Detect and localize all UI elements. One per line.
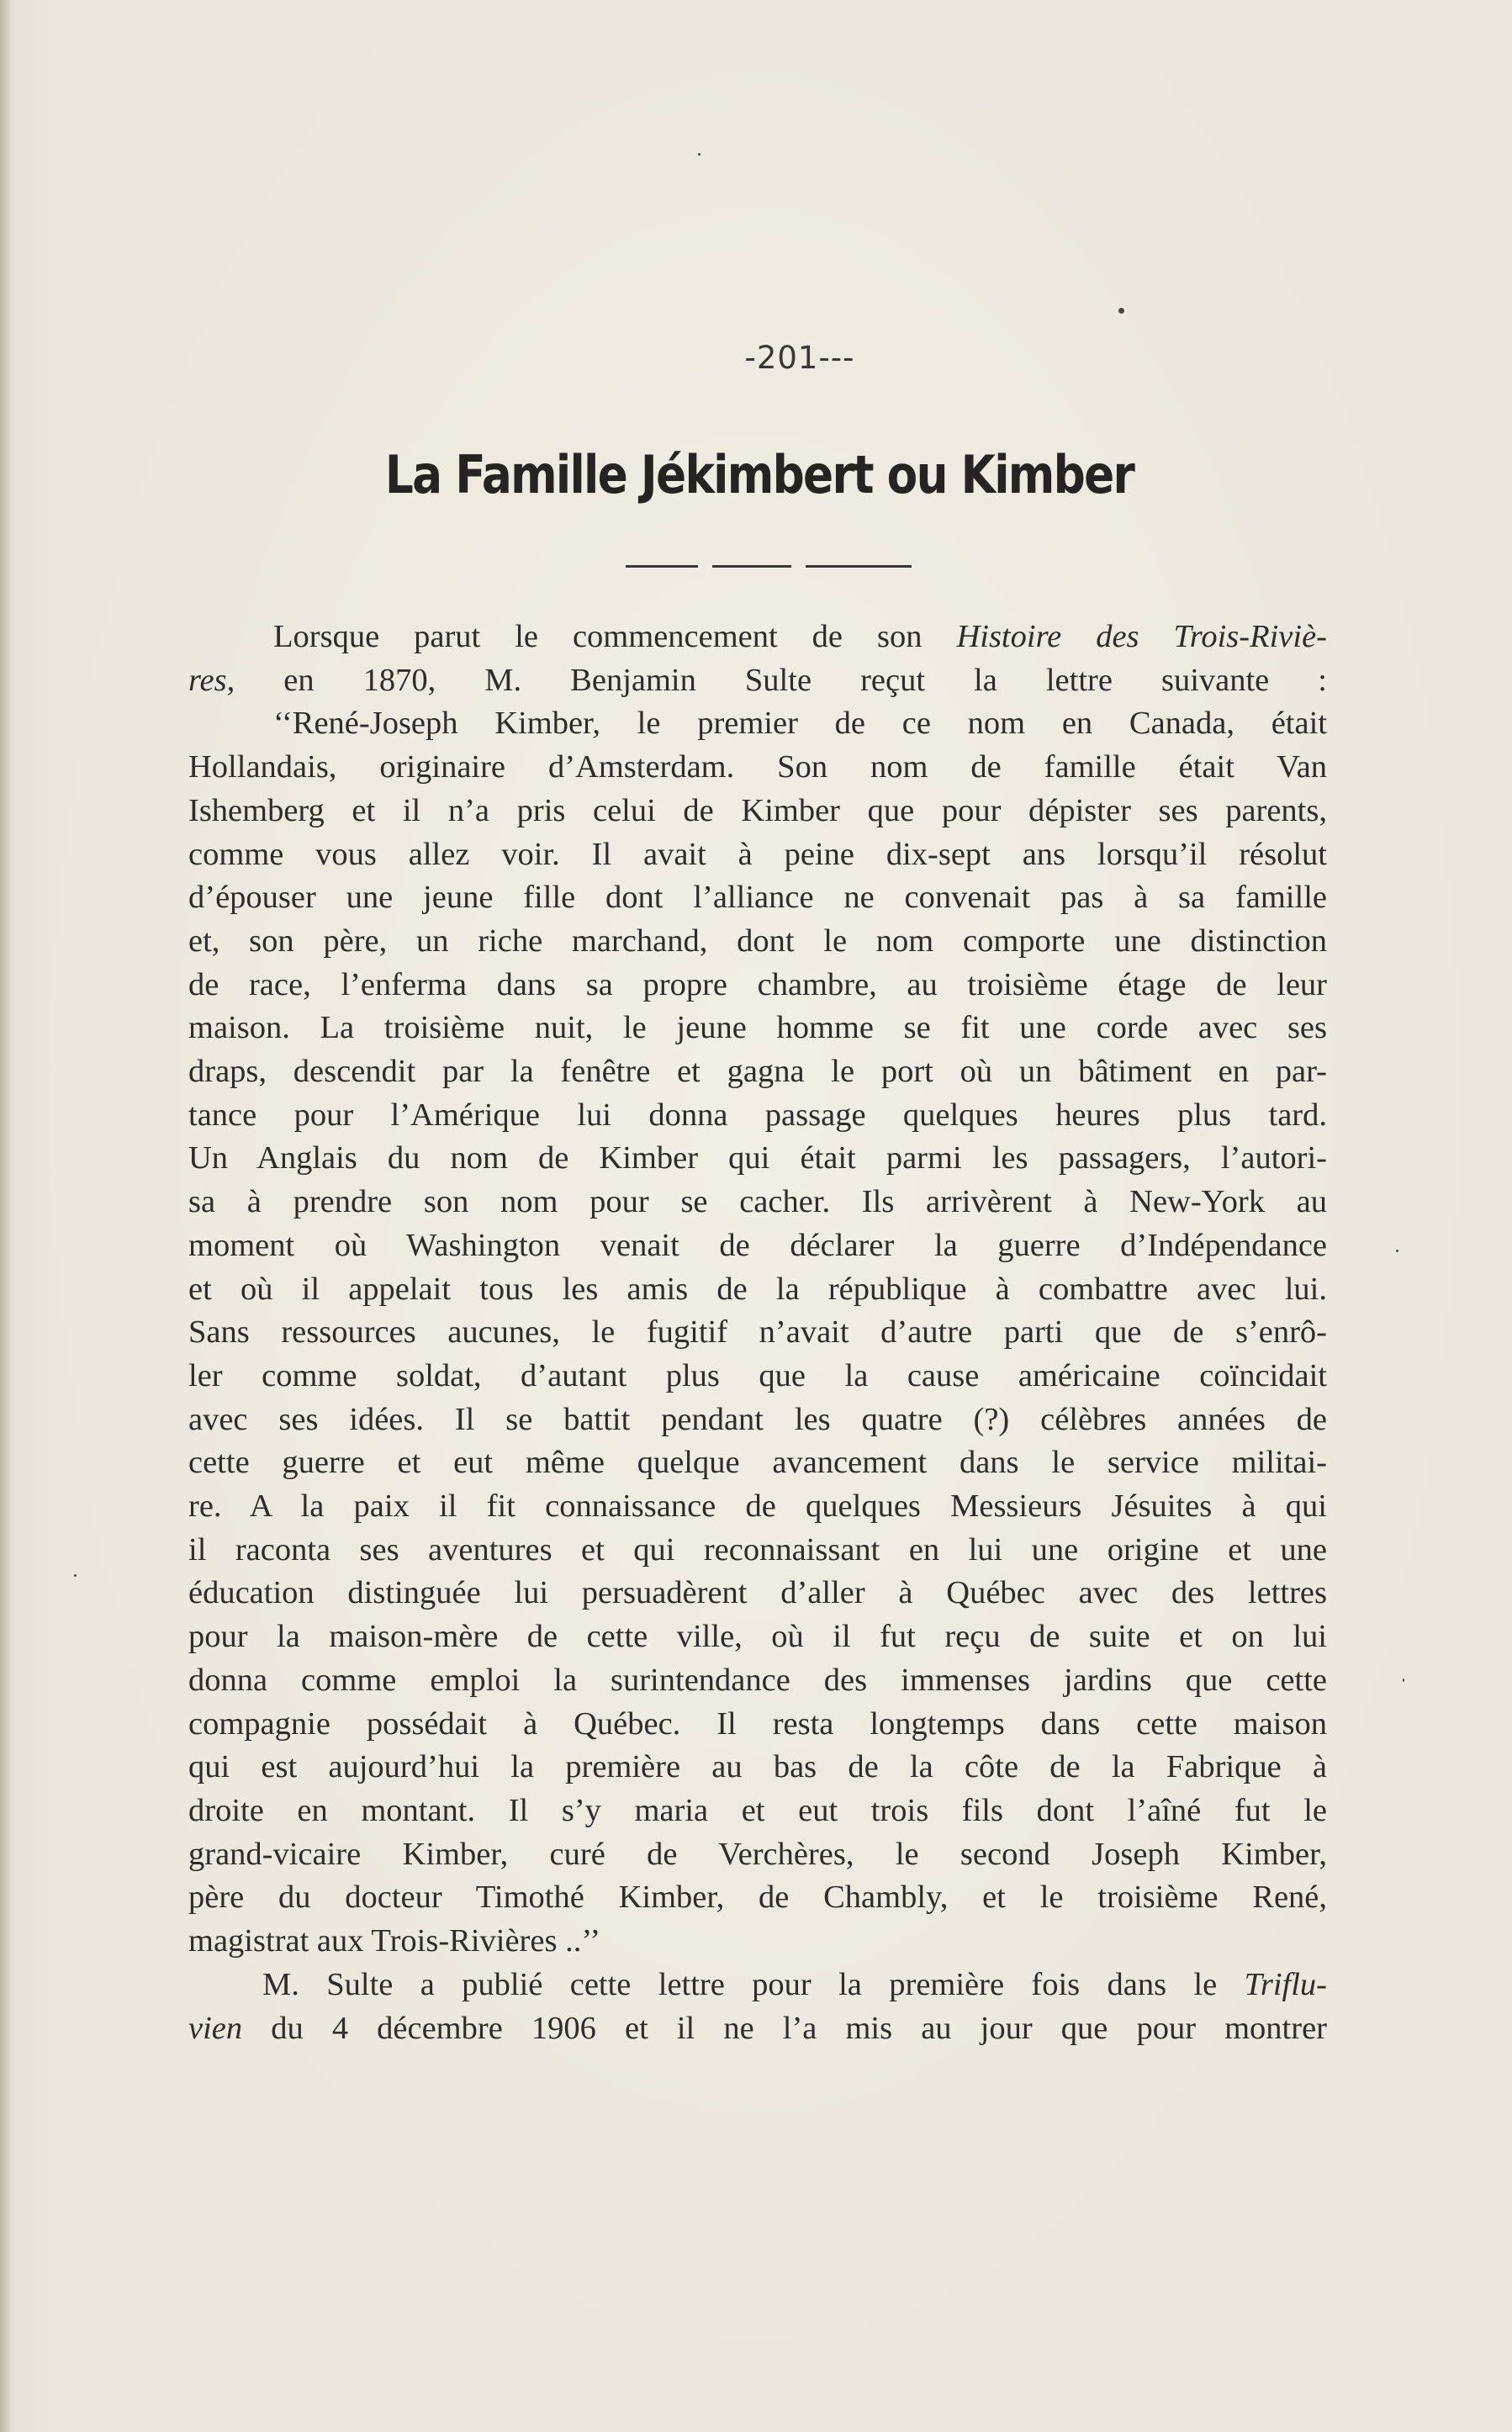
text-line [188, 2007, 1327, 2051]
book-title-italic: res [188, 662, 227, 698]
text-line: et, son père, un riche marchand, dont le nom comporte une distinction [188, 923, 1327, 959]
rule-segment [712, 565, 791, 568]
text-line: re. A la paix il fit connaissance de quelques Messieurs Jésuites à qui [188, 1488, 1327, 1525]
text-line: d’épouser une jeune fille dont l’alliance ne convenait pas à sa famille [188, 880, 1327, 916]
text-line: Un Anglais du nom de Kimber qui était parmi les passagers, l’autori- [188, 1140, 1327, 1176]
ink-speck [1403, 1679, 1404, 1682]
book-title-italic: Histoire des Trois-Riviè- [956, 619, 1327, 654]
ink-speck [698, 153, 700, 156]
text-line: moment où Washington venait de déclarer la guerre d’Indépendance [188, 1227, 1327, 1263]
ink-speck [74, 1574, 77, 1577]
text-run: du 4 décembre 1906 et il ne l’a mis au jour que pour montrer [242, 2010, 1327, 2046]
text-line: draps, descendit par la fenêtre et gagna le port où un bâtiment en par- [188, 1054, 1327, 1090]
text-line: avec ses idées. Il se battit pendant les quatre (?) célèbres années de [188, 1401, 1327, 1437]
text-line: comme vous allez voir. Il avait à peine dix-sept ans lorsqu’il résolut [188, 836, 1327, 872]
text-line: Sans ressources aucunes, le fugitif n’avait d’autre parti que de s’enrô- [188, 1314, 1327, 1351]
text-line [188, 616, 1327, 659]
rule-segment [626, 565, 698, 568]
page-number: -201--- [744, 340, 855, 376]
text-run: M. Sulte a publié cette lettre pour la première fois dans le [262, 1966, 1245, 2002]
text-line: Hollandais, originaire d’Amsterdam. Son nom de famille était Van [188, 749, 1327, 785]
text-line: père du docteur Timothé Kimber, de Chambly, et le troisième René, [188, 1880, 1327, 1916]
chapter-title: La Famille Jékimbert ou Kimber [384, 444, 1134, 505]
text-line [188, 659, 1327, 703]
text-line: pour la maison-mère de cette ville, où il fut reçu de suite et on lui [188, 1619, 1327, 1655]
title-rule-ornament [626, 565, 912, 568]
text-line: compagnie possédait à Québec. Il resta longtemps dans cette maison [188, 1705, 1327, 1742]
text-line: ‘‘René-Joseph Kimber, le premier de ce nom en Canada, était [273, 706, 1327, 742]
text-line: ler comme soldat, d’autant plus que la cause américaine coïncidait [188, 1357, 1327, 1393]
newspaper-title-italic: Triflu- [1244, 1966, 1327, 2002]
text-line: sa à prendre son nom pour se cacher. Ils arrivèrent à New-York au [188, 1184, 1327, 1220]
ink-speck [1396, 1250, 1398, 1252]
rule-segment [806, 565, 912, 568]
text-line: donna comme emploi la surintendance des immenses jardins que cette [188, 1662, 1327, 1698]
newspaper-title-italic: vien [188, 2010, 243, 2046]
text-line: il raconta ses aventures et qui reconnaissant en lui une origine et une [188, 1531, 1327, 1568]
text-run: Lorsque parut le commencement de son [273, 619, 957, 654]
text-line: tance pour l’Amérique lui donna passage quelques heures plus tard. [188, 1097, 1327, 1133]
text-line: maison. La troisième nuit, le jeune homme se fit une corde avec ses [188, 1010, 1327, 1046]
ink-speck [1118, 308, 1124, 314]
text-line: de race, l’enferma dans sa propre chambre, au troisième étage de leur [188, 966, 1327, 1002]
text-line: et où il appelait tous les amis de la république à combattre avec lui. [188, 1271, 1327, 1307]
text-line: magistrat aux Trois-Rivières ..’’ [188, 1923, 601, 1959]
text-line [188, 1964, 1327, 2007]
text-line: grand-vicaire Kimber, curé de Verchères, le second Joseph Kimber, [188, 1836, 1327, 1872]
text-line: droite en montant. Il s’y maria et eut trois fils dont l’aîné fut le [188, 1792, 1327, 1828]
text-line: Ishemberg et il n’a pris celui de Kimber que pour dépister ses parents, [188, 792, 1327, 828]
body-text [188, 616, 1327, 2050]
text-line: qui est aujourd’hui la première au bas de la côte de la Fabrique à [188, 1749, 1327, 1785]
text-line: cette guerre et eut même quelque avancement dans le service militai- [188, 1445, 1327, 1481]
text-line: éducation distinguée lui persuadèrent d’aller à Québec avec des lettres [188, 1575, 1327, 1611]
text-run: , en 1870, M. Benjamin Sulte reçut la lettre suivante : [226, 662, 1327, 698]
